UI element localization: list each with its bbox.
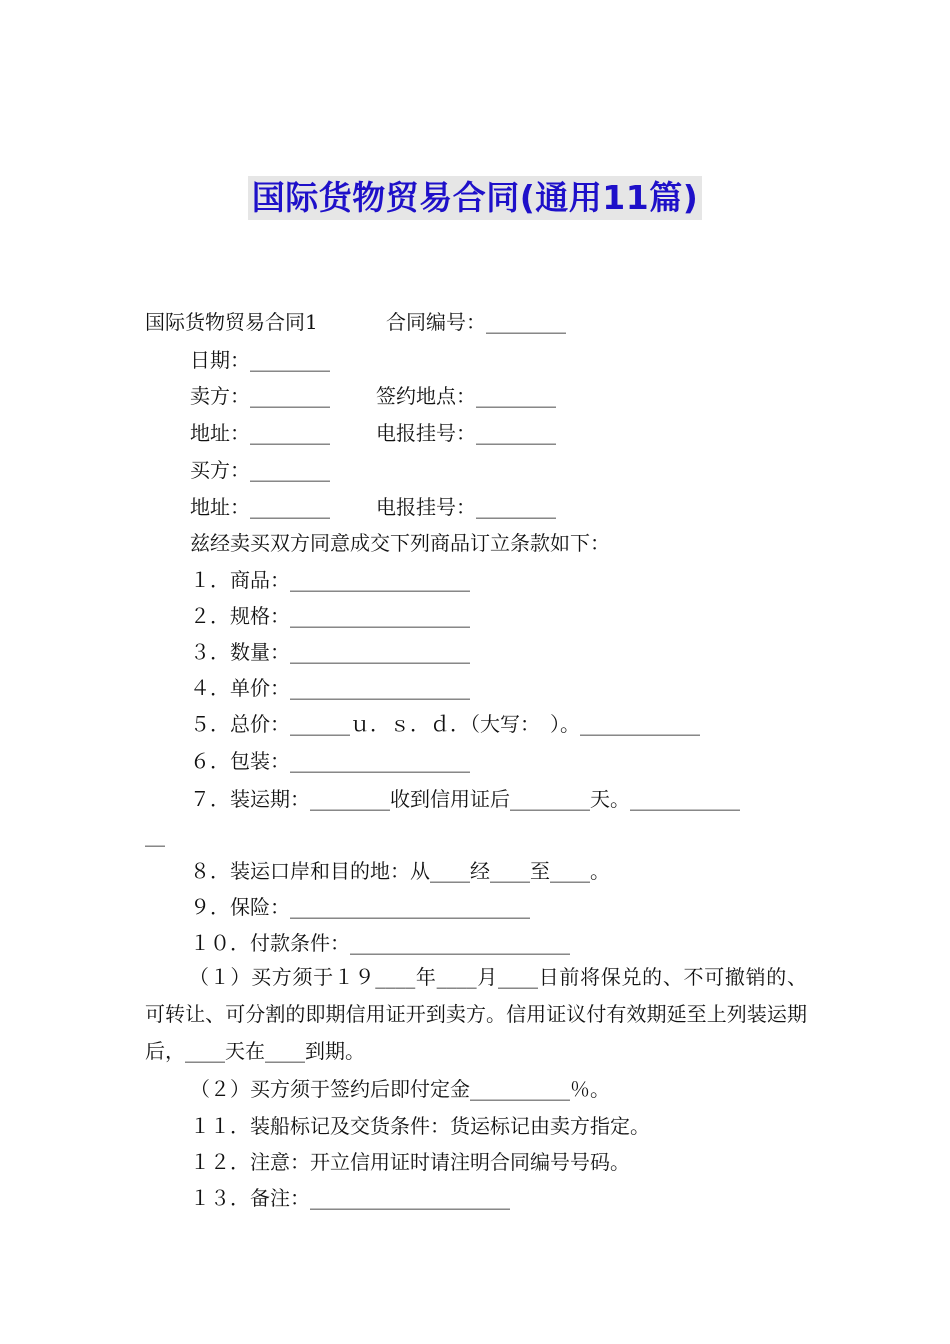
clause-specification: ２．规格：__________________ [190, 604, 470, 628]
clause-attention: １２．注意：开立信用证时请注明合同编号号码。 [190, 1150, 630, 1174]
seller-field: 卖方：________ [190, 384, 330, 408]
clause-packing: ６．包装：__________________ [190, 749, 470, 773]
seller-cable-field: 电报挂号：________ [376, 421, 556, 445]
buyer-cable-field: 电报挂号：________ [376, 495, 556, 519]
clause-payment-sub-1: （１）买方须于１９____年____月____日前将保兑的、不可撤销的、可转让、可分割的即期信用证开到卖方。信用证议付有效期延至上列装运期后，____天在____到期。 [145, 965, 807, 1063]
agreement-intro: 兹经卖买双方同意成交下列商品订立条款如下： [190, 531, 610, 555]
seller-address-field: 地址：________ [190, 421, 330, 445]
clause-payment-terms: １０．付款条件：______________________ [190, 931, 570, 955]
clause-insurance: ９．保险：________________________ [190, 895, 530, 919]
clause-shipping-marks: １１．装船标记及交货条件：货运标记由卖方指定。 [190, 1114, 650, 1138]
title-container [0, 176, 950, 220]
signing-place-field: 签约地点：________ [376, 384, 556, 408]
clause-shipment-continued: __ [145, 823, 165, 847]
buyer-field: 买方：________ [190, 458, 330, 482]
clause-payment-sub-2: （２）买方须于签约后即付定金__________％。 [190, 1077, 610, 1101]
clause-ports: ８．装运口岸和目的地：从____经____至____。 [190, 859, 610, 883]
buyer-address-field: 地址：________ [190, 495, 330, 519]
clause-commodity: １．商品：__________________ [190, 568, 470, 592]
clause-total-price: ５．总价：______ｕ．ｓ．ｄ．（大写： ）。____________ [190, 712, 700, 736]
document-title: 国际货物贸易合同(通用11篇) [248, 176, 703, 220]
clause-remarks: １３．备注：____________________ [190, 1186, 510, 1210]
clause-shipment: ７．装运期：________收到信用证后________天。___________ [190, 787, 740, 811]
clause-unit-price: ４．单价：__________________ [190, 676, 470, 700]
clause-quantity: ３．数量：__________________ [190, 640, 470, 664]
contract-heading: 国际货物贸易合同1 [145, 310, 318, 334]
contract-number-field: 合同编号：________ [386, 310, 566, 334]
date-field: 日期：________ [190, 348, 330, 372]
